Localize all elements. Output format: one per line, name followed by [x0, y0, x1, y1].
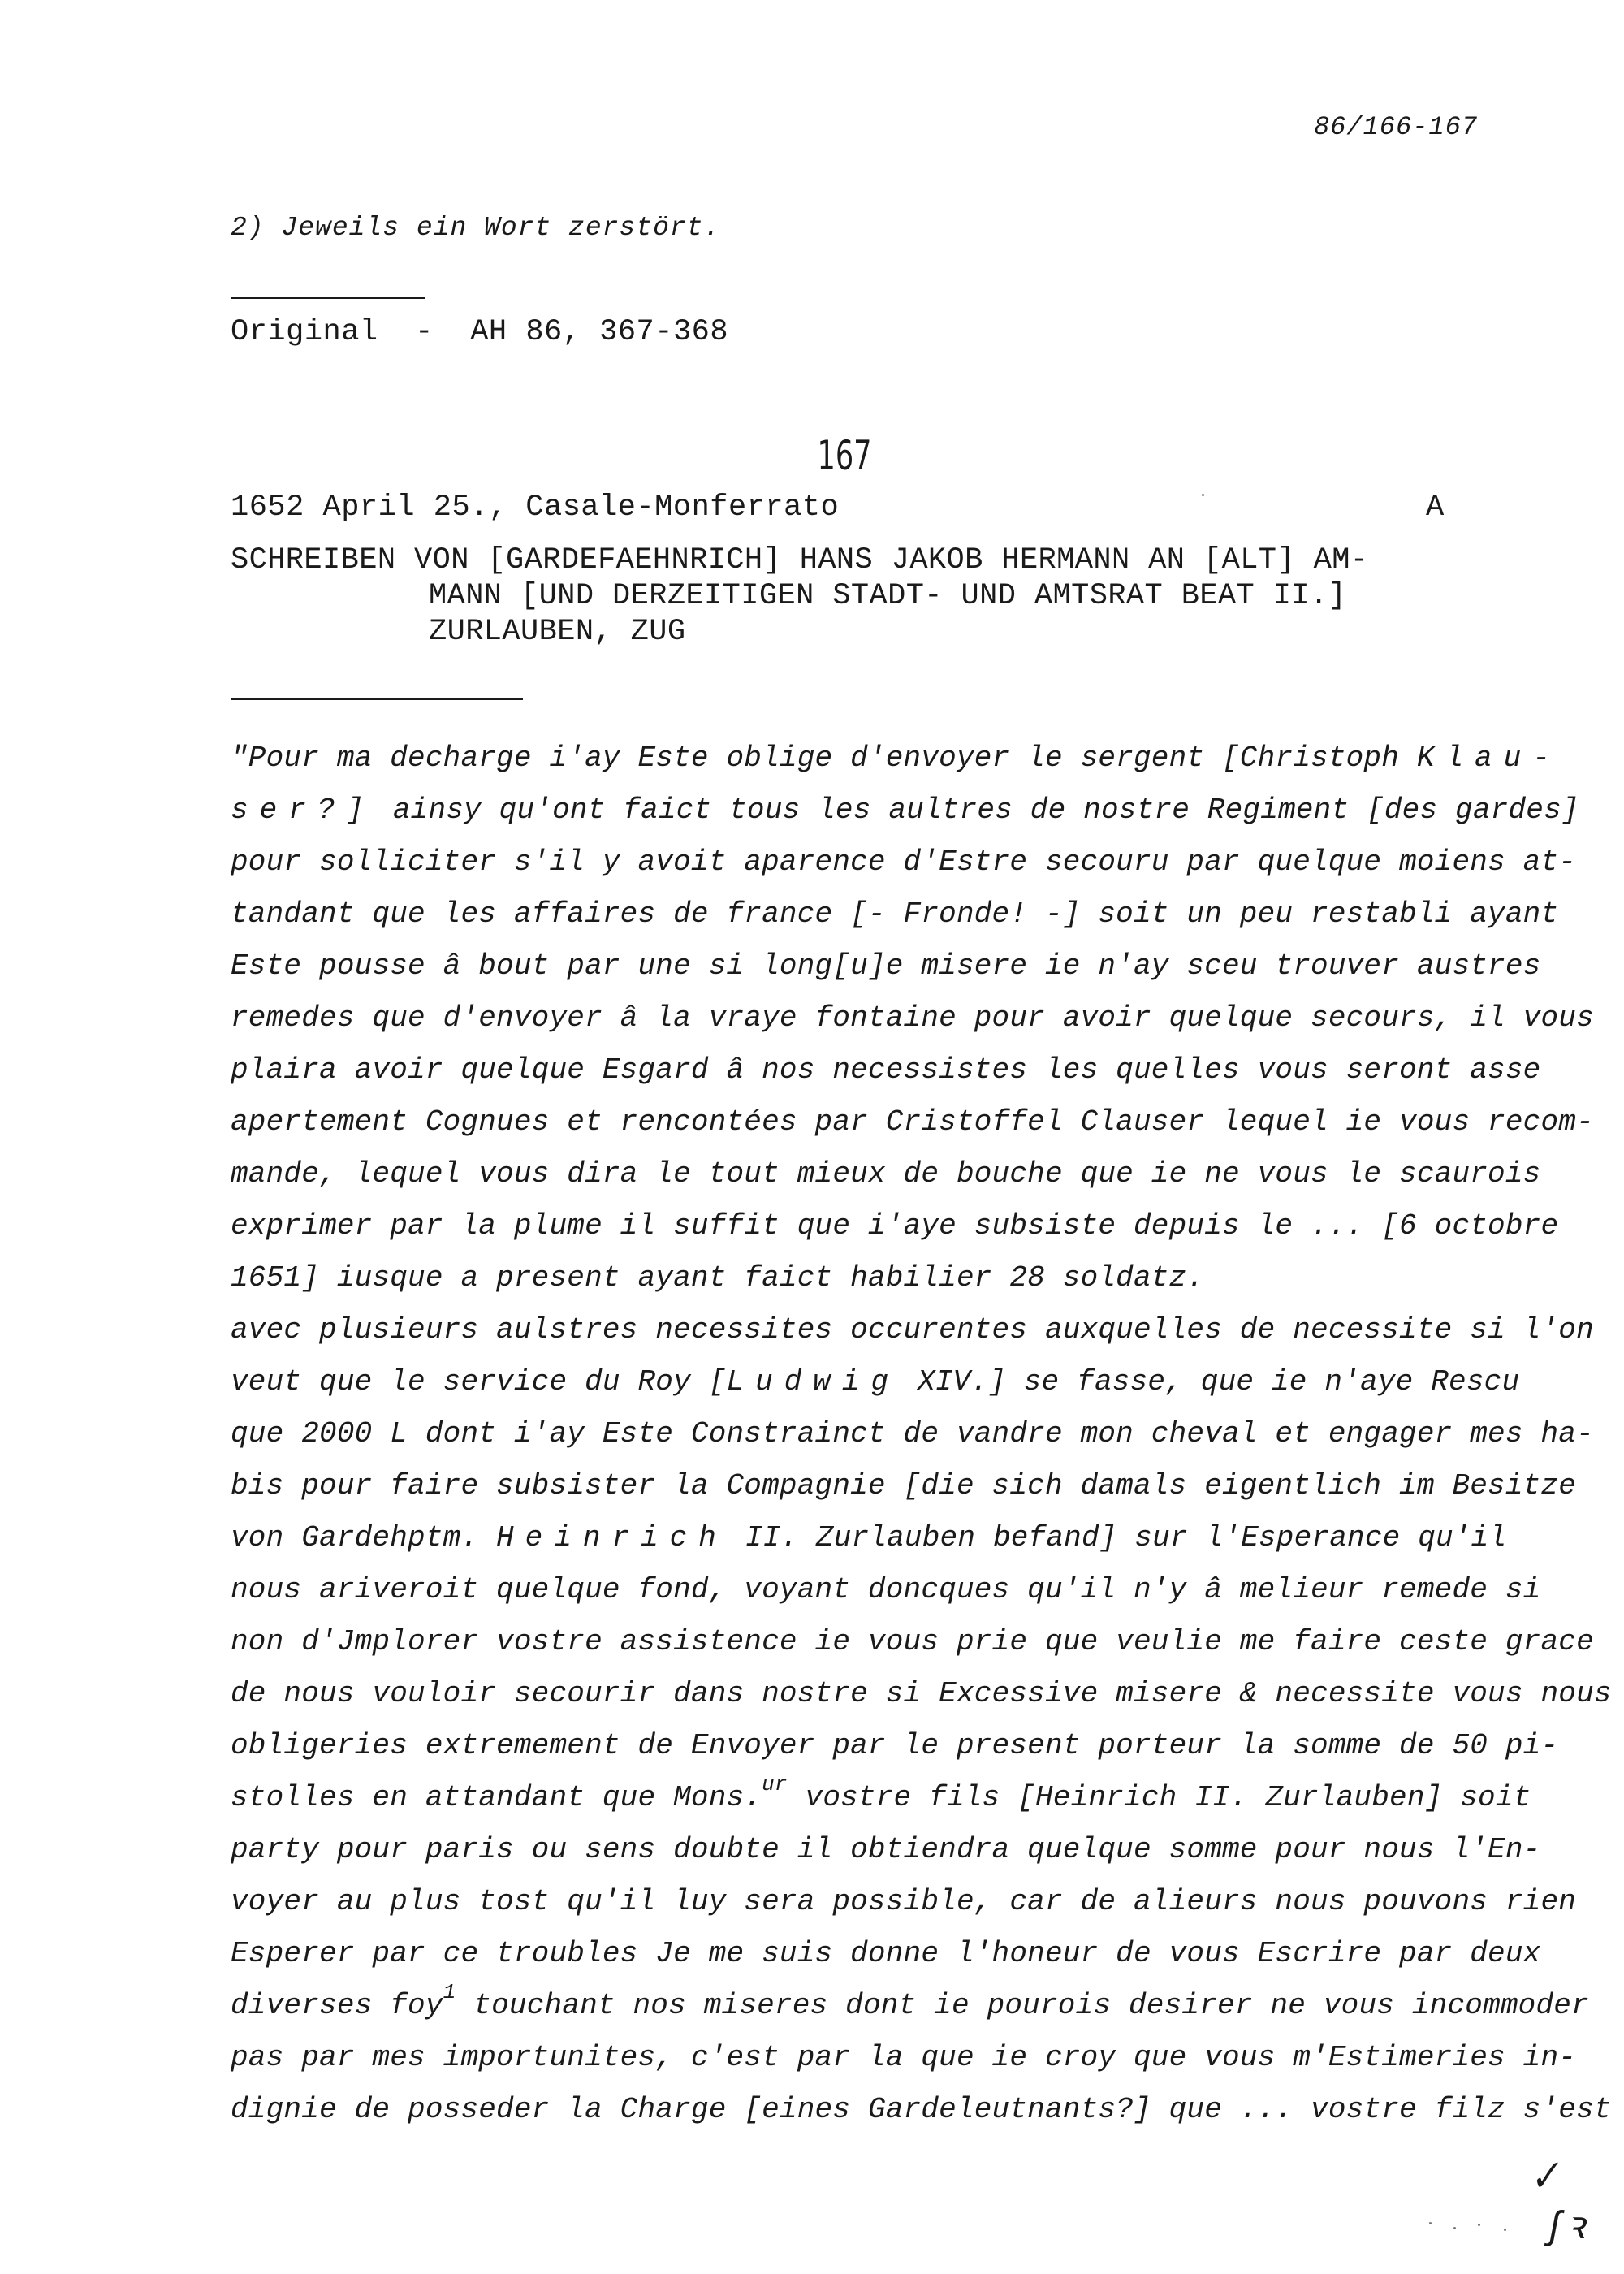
source-line — [231, 315, 728, 349]
body-line: pas par mes importunites, c'est par la que ie croy que vous m'Estimeries in- — [231, 2041, 1577, 2074]
body-line — [231, 733, 1561, 785]
footnote-marker: 1 — [443, 1980, 456, 2004]
heading-line-2: MANN [UND DERZEITIGEN STADT- UND AMTSRAT BEAT II.] — [429, 579, 1347, 613]
scan-speck — [1453, 2227, 1456, 2229]
body-line: tandant que les affaires de france [- Fronde! -] soit un peu restabli ayant — [231, 897, 1559, 931]
body-text-segment: "Pour ma decharge i'ay Este oblige d'envoyer le sergent [Christoph — [231, 741, 1417, 775]
body-line: pour solliciter s'il y avoit aparence d'Estre secouru par quelque moiens at- — [231, 845, 1577, 879]
spaced-name: ser?] — [231, 793, 376, 827]
spaced-name: Ludwig — [726, 1365, 901, 1399]
body-text-segment: touchant nos miseres dont ie pourois desirer ne vous incommoder — [456, 1989, 1589, 2022]
page-reference: 86/166-167 — [1313, 112, 1478, 142]
body-text-segment: XIV.] se fasse, que ie n'aye Rescu — [900, 1365, 1520, 1399]
source-separator: - — [415, 315, 434, 349]
scan-speck — [1504, 2229, 1506, 2231]
spaced-name: Klau- — [1416, 741, 1561, 775]
heading-line-3: ZURLAUBEN, ZUG — [429, 615, 686, 649]
body-line — [231, 1512, 1514, 1564]
spaced-name: Heinrich — [496, 1521, 728, 1554]
body-line: non d'Jmplorer vostre assistence ie vous prie que veulie me faire ceste grace — [231, 1625, 1594, 1658]
body-line: 1651] iusque a present ayant faict habilier 28 soldatz. — [231, 1261, 1205, 1295]
heading-line-1: SCHREIBEN VON [GARDEFAEHNRICH] HANS JAKOB HERMANN AN [ALT] AM- — [231, 543, 1369, 577]
source-reference: AH 86, 367-368 — [470, 315, 729, 349]
body-line: avec plusieurs aulstres necessites occurentes auxquelles de necessite si l'on — [231, 1313, 1594, 1347]
handwritten-check-mark: ✓ — [1525, 2155, 1566, 2205]
body-text-segment: veut que le service du Roy [ — [231, 1365, 727, 1399]
body-line — [231, 785, 1579, 837]
document-number: 167 — [817, 432, 872, 479]
heading-divider — [231, 698, 523, 700]
footnote: 2) Jeweils ein Wort zerstört. — [231, 213, 721, 243]
body-line: remedes que d'envoyer â la vraye fontaine pour avoir quelque secours, il vous — [231, 1001, 1594, 1035]
footnote-divider — [231, 297, 425, 299]
body-text-segment: II. Zurlauben befand] sur l'Esperance qu'il — [727, 1521, 1507, 1554]
body-line — [231, 1980, 1589, 2032]
body-line: de nous vouloir secourir dans nostre si Excessive misere & necessite vous nous — [231, 1677, 1612, 1710]
body-text-segment: vostre fils [Heinrich II. Zurlauben] soit — [787, 1781, 1531, 1814]
superscript: ur — [762, 1772, 788, 1796]
body-line: voyer au plus tost qu'il luy sera possible, car de alieurs nous pouvons rien — [231, 1885, 1577, 1918]
body-line: party pour paris ou sens doubte il obtiendra quelque somme pour nous l'En- — [231, 1833, 1541, 1866]
body-line: obligeries extremement de Envoyer par le present porteur la somme de 50 pi- — [231, 1729, 1559, 1762]
date-place: 1652 April 25., Casale-Monferrato — [231, 491, 840, 525]
source-label: Original — [231, 315, 378, 349]
body-text-segment: von Gardehptm. — [231, 1521, 497, 1554]
body-text-segment: diverses foy — [231, 1989, 443, 2022]
body-line: Esperer par ce troubles Je me suis donne l'honeur de vous Escrire par deux — [231, 1937, 1541, 1970]
body-line: exprimer par la plume il suffit que i'aye subsiste depuis le ... [6 octobre — [231, 1209, 1559, 1243]
body-line: Este pousse â bout par une si long[u]e misere ie n'ay sceu trouver austres — [231, 949, 1541, 983]
body-line: bis pour faire subsister la Compagnie [die sich damals eigentlich im Besitze — [231, 1469, 1577, 1502]
body-line — [231, 1356, 1520, 1408]
handwritten-scribble-mark: ʃꝛ — [1543, 2207, 1585, 2250]
body-line: mande, lequel vous dira le tout mieux de bouche que ie ne vous le scaurois — [231, 1157, 1541, 1191]
body-text-segment: ainsy qu'ont faict tous les aultres de nostre Regiment [des gardes] — [375, 793, 1579, 827]
scan-speck — [1478, 2224, 1480, 2226]
letter-body — [231, 733, 1612, 2136]
body-line: plaira avoir quelque Esgard â nos necessistes les quelles vous seront asse — [231, 1053, 1541, 1087]
document-heading — [231, 543, 1481, 650]
body-line — [231, 1772, 1531, 1824]
body-line: dignie de posseder la Charge [eines Gardeleutnants?] que ... vostre filz s'est — [231, 2093, 1612, 2126]
body-line: que 2000 L dont i'ay Este Constrainct de vandre mon cheval et engager mes ha- — [231, 1417, 1594, 1450]
body-line: apertement Cognues et rencontées par Cristoffel Clauser lequel ie vous recom- — [231, 1105, 1594, 1139]
body-line: nous ariveroit quelque fond, voyant doncques qu'il n'y â melieur remede si — [231, 1573, 1541, 1606]
scan-speck — [1202, 494, 1204, 496]
letter-type-marker: A — [1426, 491, 1445, 525]
scan-speck — [1429, 2222, 1432, 2224]
body-text-segment: stolles en attandant que Mons. — [231, 1781, 762, 1814]
